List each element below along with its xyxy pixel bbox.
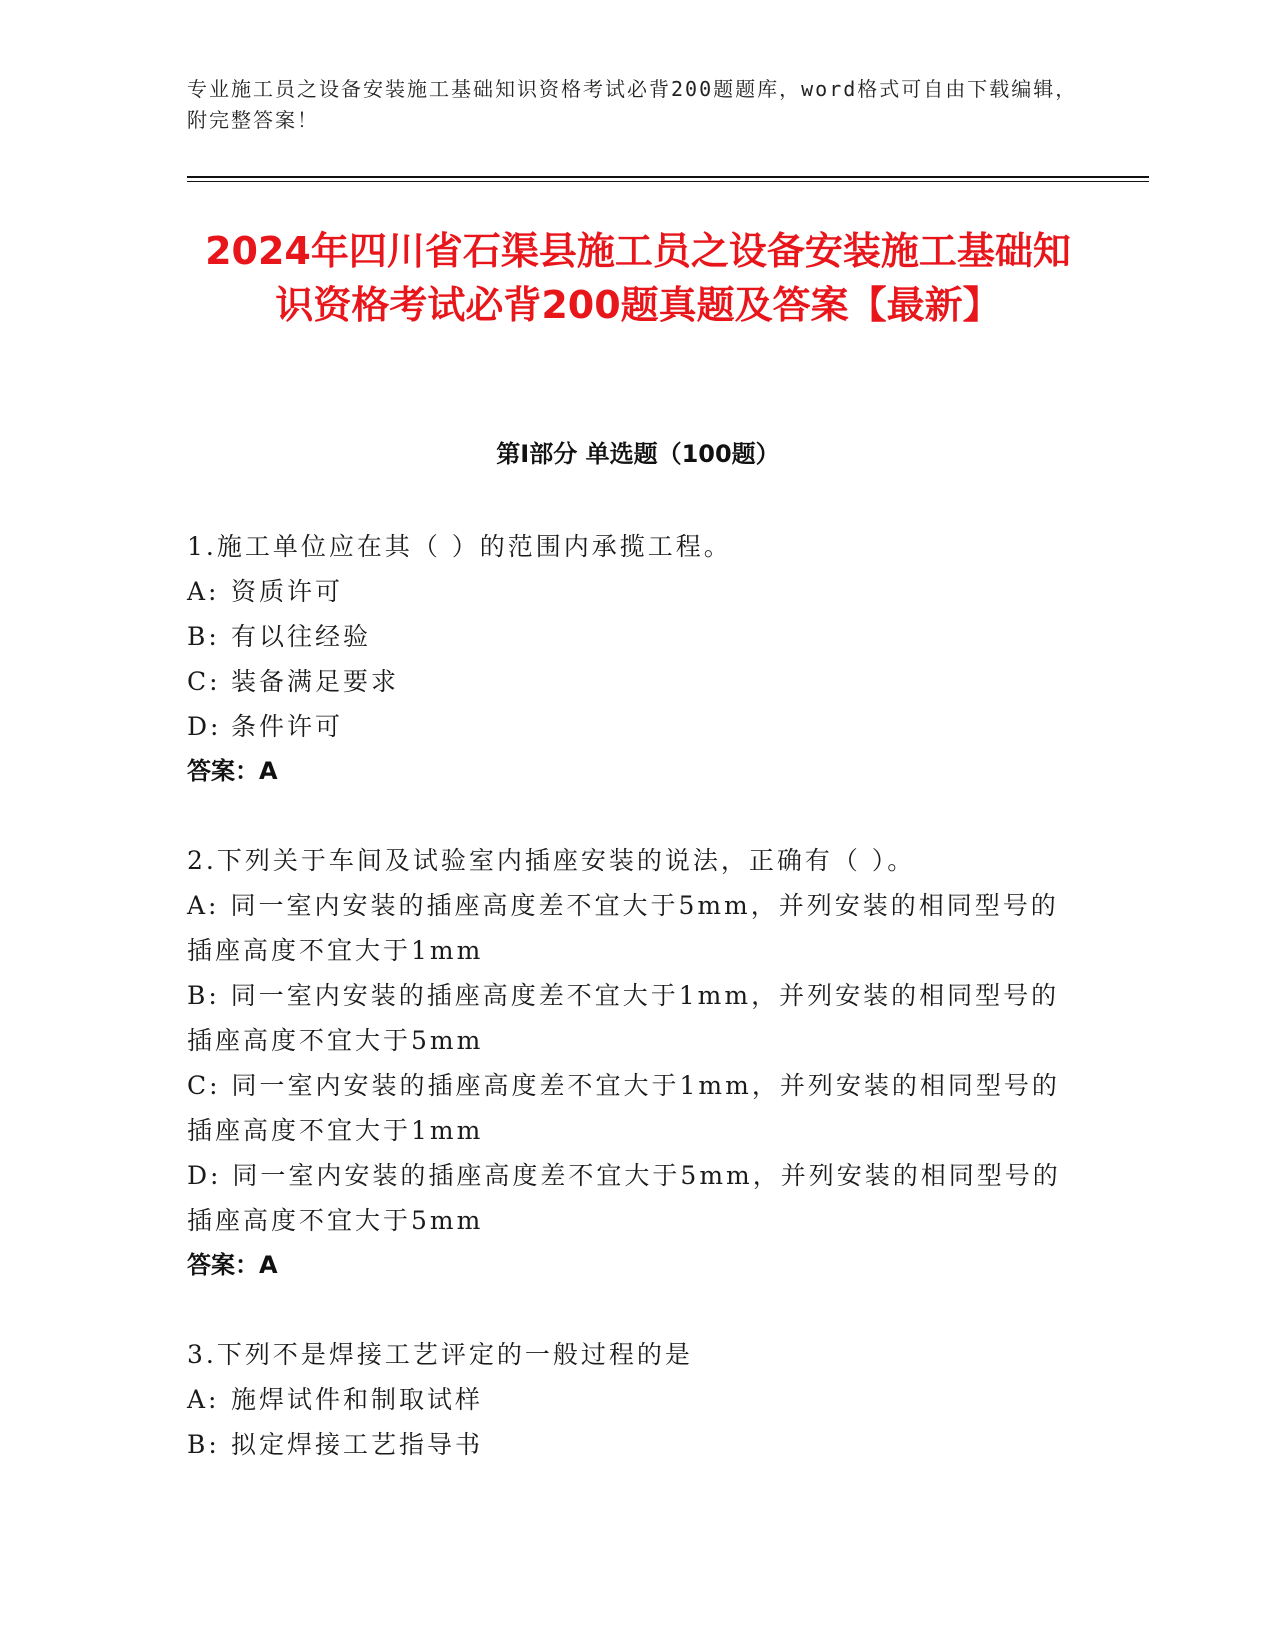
option-a — [187, 569, 1067, 614]
option-text: 拟定焊接工艺指导书 — [231, 1430, 484, 1459]
option-text: 条件许可 — [231, 712, 344, 741]
answer: 答案：A — [187, 1251, 278, 1279]
option-text: 施焊试件和制取试样 — [231, 1385, 484, 1414]
option-d — [187, 704, 1067, 749]
option-text: 同一室内安装的插座高度差不宜大于5mm，并列安装的相同型号的插座高度不宜大于5mm — [187, 1161, 1061, 1235]
option-c — [187, 659, 1067, 704]
header-rule-thin — [187, 181, 1149, 182]
answer: 答案：A — [187, 757, 278, 785]
option-letter: B: — [187, 622, 220, 651]
option-letter: A: — [187, 1385, 220, 1414]
option-letter: A: — [187, 891, 220, 920]
option-text: 同一室内安装的插座高度差不宜大于5mm，并列安装的相同型号的插座高度不宜大于1mm — [187, 891, 1059, 965]
question-stem: 1.施工单位应在其（ ）的范围内承揽工程。 — [187, 532, 732, 561]
option-text: 同一室内安装的插座高度差不宜大于1mm，并列安装的相同型号的插座高度不宜大于5mm — [187, 981, 1060, 1055]
option-b — [187, 973, 1067, 1063]
question-stem: 3.下列不是焊接工艺评定的一般过程的是 — [187, 1340, 693, 1369]
option-letter: C: — [187, 667, 221, 696]
question-3 — [187, 1332, 1067, 1467]
option-letter: D: — [187, 712, 222, 741]
header-rule-thick — [187, 176, 1149, 178]
option-letter: B: — [187, 1430, 220, 1459]
option-letter: B: — [187, 981, 220, 1010]
option-b — [187, 1422, 1067, 1467]
question-list — [187, 524, 1067, 1511]
option-c — [187, 1063, 1067, 1153]
option-text: 同一室内安装的插座高度差不宜大于1mm，并列安装的相同型号的插座高度不宜大于1mm — [187, 1071, 1060, 1145]
option-text: 有以往经验 — [231, 622, 372, 651]
option-text: 装备满足要求 — [231, 667, 400, 696]
question-1 — [187, 524, 1067, 794]
section-heading: 第Ⅰ部分 单选题（100题） — [496, 440, 780, 468]
question-stem: 2.下列关于车间及试验室内插座安装的说法，正确有（ ）。 — [187, 846, 916, 875]
question-2 — [187, 838, 1067, 1288]
option-letter: D: — [187, 1161, 222, 1190]
option-letter: C: — [187, 1071, 221, 1100]
document-title: 2024年四川省石渠县施工员之设备安装施工基础知识资格考试必背200题真题及答案【最新】 — [205, 229, 1071, 327]
header-note: 专业施工员之设备安装施工基础知识资格考试必背200题题库，word格式可自由下载编辑，附完整答案！ — [187, 77, 1078, 132]
option-a — [187, 883, 1067, 973]
option-a — [187, 1377, 1067, 1422]
option-letter: A: — [187, 577, 220, 606]
option-text: 资质许可 — [231, 577, 344, 606]
option-d — [187, 1153, 1067, 1243]
option-b — [187, 614, 1067, 659]
